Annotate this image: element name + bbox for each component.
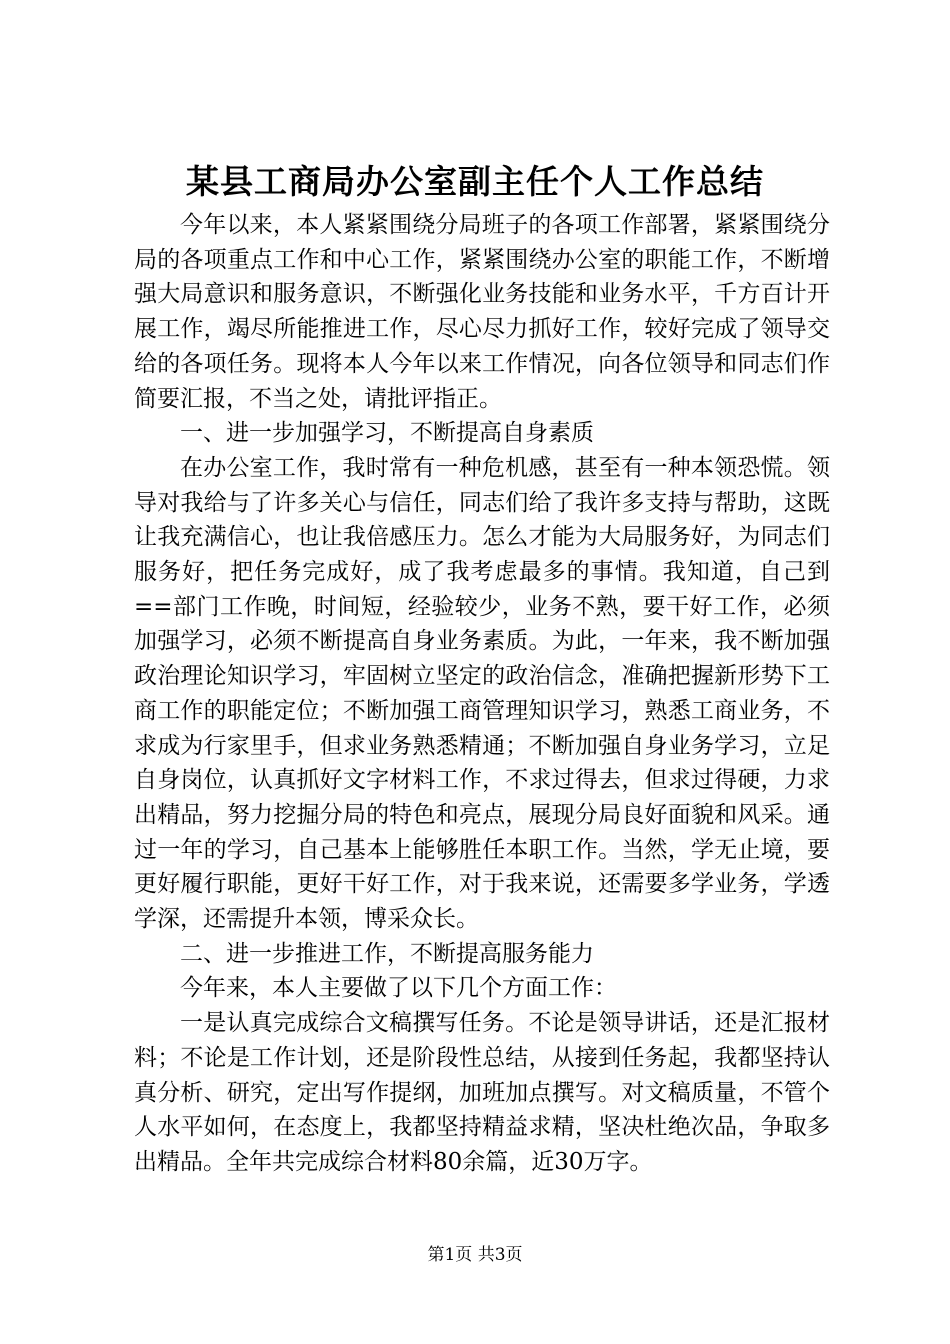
paragraph-work-intro: 今年来，本人主要做了以下几个方面工作： xyxy=(180,975,617,1002)
section-heading-1: 一、进一步加强学习，不断提高自身素质 xyxy=(180,420,594,447)
page-number-footer: 第1页 共3页 xyxy=(427,1245,523,1265)
document-body xyxy=(134,208,830,1180)
document-title: 某县工商局办公室副主任个人工作总结 xyxy=(186,162,764,201)
section-heading-2: 二、进一步推进工作，不断提高服务能力 xyxy=(180,940,594,967)
paragraph-study: 在办公室工作，我时常有一种危机感，甚至有一种本领恐慌。领导对我给与了许多关心与信任，同志们给了我许多支持与帮助，这既让我充满信心，也让我倍感压力。怎么才能为大局服务好，为同志们服务好，把任务完成好，成了我考虑最多的事情。我知道，自己到==部门工作晚，时间短，经验较少，业务不熟，要干好工作，必须加强学习，必须不断提高自身业务素质。为此，一年来，我不断加强政治理论知识学习，牢固树立坚定的政治信念，准确把握新形势下工商工作的职能定位；不断加强工商管理知识学习，熟悉工商业务，不求成为行家里手，但求业务熟悉精通；不断加强自身业务学习，立足自身岗位，认真抓好文字材料工作，不求过得去，但求过得硬，力求出精品，努力挖掘分局的特色和亮点，展现分局良好面貌和风采。通过一年的学习，自己基本上能够胜任本职工作。当然，学无止境，要更好履行职能，更好干好工作，对于我来说，还需要多学业务，学透学深，还需提升本领，博采众长。 xyxy=(134,454,830,933)
paragraph-work-item-1: 一是认真完成综合文稿撰写任务。不论是领导讲话，还是汇报材料；不论是工作计划，还是阶段性总结，从接到任务起，我都坚持认真分析、研究，定出写作提纲，加班加点撰写。对文稿质量，不管个人水平如何，在态度上，我都坚持精益求精，坚决杜绝次品，争取多出精品。全年共完成综合材料80余篇，近30万字。 xyxy=(134,1010,830,1175)
paragraph-intro: 今年以来，本人紧紧围绕分局班子的各项工作部署，紧紧围绕分局的各项重点工作和中心工作，紧紧围绕办公室的职能工作，不断增强大局意识和服务意识，不断强化业务技能和业务水平，千方百计开展工作，竭尽所能推进工作，尽心尽力抓好工作，较好完成了领导交给的各项任务。现将本人今年以来工作情况，向各位领导和同志们作简要汇报，不当之处，请批评指正。 xyxy=(134,212,830,412)
